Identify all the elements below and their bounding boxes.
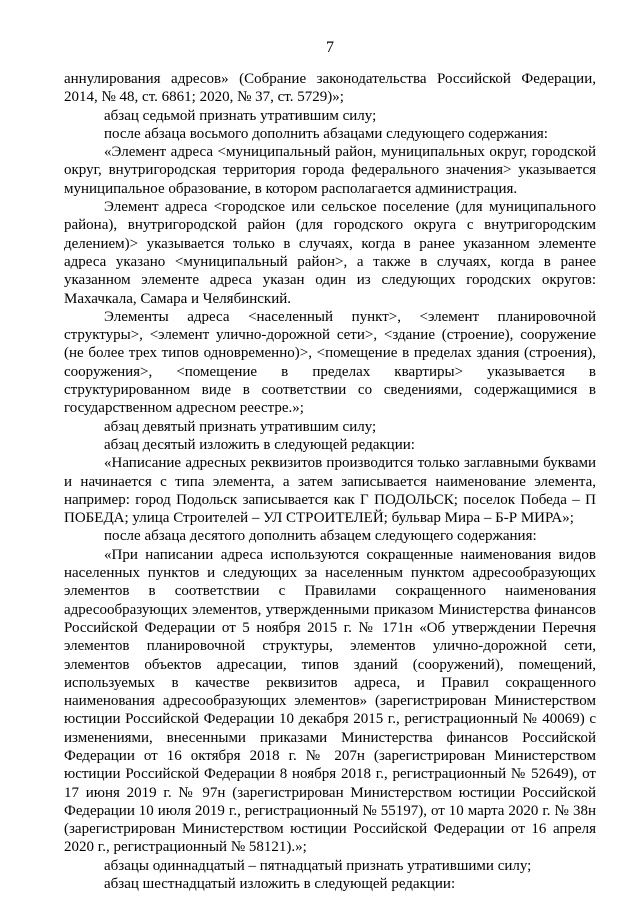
paragraph-8: абзац десятый изложить в следующей редакции: [104, 436, 415, 453]
paragraph-12: абзацы одиннадцатый – пятнадцатый признать утратившими силу; [104, 857, 532, 874]
paragraph-5: Элемент адреса <городское или сельское поселение (для муниципального района), внутригородской район (для городского округа с внутригородским делением)> указывается только в случаях, когда в ранее указанном элементе адреса указано <муниципальный район>, а также в случаях, когда в ранее указанном элементе адреса указан один из следующих городских округов: Махачкала, Самара и Челябинский. [64, 199, 596, 307]
paragraph-4: «Элемент адреса <муниципальный район, муниципальных округ, городской округ, внутригородская территория города федерального значения> указывается муниципальное образование, в котором располагается администрация. [64, 144, 596, 197]
paragraph-11: «При написании адреса используются сокращенные наименования видов населенных пунктов и следующих за населенным пунктом адресообразующих элементов в соответствии с Правилами сокращенного наименования адресообразующих элементов, утвержденными приказом Министерства финансов Российской Федерации от 5 ноября 2015 г. № 171н «Об утверждении Перечня элементов планировочной структуры, элементов улично-дорожной сети, элементов объектов адресации, типов зданий (сооружений), помещений, используемых в качестве реквизитов адреса, и Правил сокращенного наименования адресообразующих элементов» (зарегистрирован Министерством юстиции Российской Федерации 10 декабря 2015 г., регистрационный № 40069) с изменениями, внесенными приказами Министерства финансов Российской Федерации от 16 октября 2018 г. № 207н (зарегистрирован Министерством юстиции Российской Федерации 8 ноября 2018 г., регистрационный № 52649), от 17 июня 2019 г. № 97н (зарегистрирован Министерством юстиции Российской Федерации 10 июля 2019 г., регистрационный № 55197), от 10 марта 2020 г. № 38н (зарегистрирован Министерством юстиции Российской Федерации от 16 апреля 2020 г., регистрационный № 58121).»; [64, 546, 596, 856]
paragraph-2: абзац седьмой признать утратившим силу; [104, 107, 377, 124]
paragraph-13: абзац шестнадцатый изложить в следующей редакции: [104, 876, 456, 893]
document-body [64, 70, 596, 893]
paragraph-1: аннулирования адресов» (Собрание законодательства Российской Федерации, 2014, № 48, ст. 6861; 2020, № 37, ст. 5729)»; [64, 71, 596, 106]
paragraph-6: Элементы адреса <населенный пункт>, <элемент планировочной структуры>, <элемент улично-дорожной сети>, <здание (строение), сооружение (не более трех типов одновременно)>, <помещение в пределах здания (строения), сооружения>, <помещение в пределах квартиры> указывается в структурированном виде в соответствии со сведениями, содержащимися в государственном адресном реестре.»; [64, 308, 596, 417]
paragraph-3: после абзаца восьмого дополнить абзацами следующего содержания: [104, 125, 548, 142]
paragraph-10: после абзаца десятого дополнить абзацем следующего содержания: [104, 528, 537, 545]
page-number: 7 [326, 39, 334, 56]
paragraph-7: абзац девятый признать утратившим силу; [104, 418, 377, 435]
paragraph-9: «Написание адресных реквизитов производится только заглавными буквами и начинается с типа элемента, а затем записывается наименование элемента, например: город Подольск записывается как Г ПОДОЛЬСК; поселок Победа – П ПОБЕДА; улица Строителей – УЛ СТРОИТЕЛЕЙ; бульвар Мира – Б-Р МИРА»; [64, 455, 596, 527]
